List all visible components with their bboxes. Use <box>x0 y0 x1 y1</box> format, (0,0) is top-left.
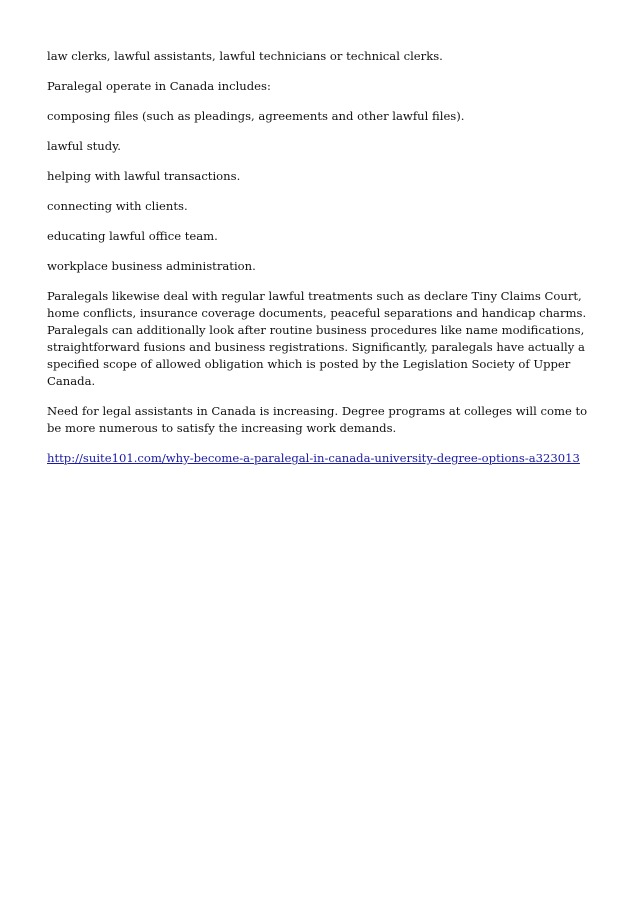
paragraph-role-list-intro: law clerks, lawful assistants, lawful technicians or technical clerks. <box>47 49 443 63</box>
document-body <box>47 48 595 480</box>
source-link-paragraph <box>47 450 595 467</box>
list-item-office-team: educating lawful office team. <box>47 229 218 243</box>
list-item-transactions: helping with lawful transactions. <box>47 169 241 183</box>
paragraph-paralegal-treatments: Paralegals likewise deal with regular lawful treatments such as declare Tiny Claims Court, home conflicts, insurance coverage documents, peaceful separations and handicap charms. Paralegals can additionally look after routine business procedures like name modifications, straightforward fusions and business registrations. Significantly, paralegals have actually a specified scope of allowed obligation which is posted by the Legislation Society of Upper Canada. <box>47 289 587 388</box>
list-item-lawful-study: lawful study. <box>47 139 121 153</box>
paragraph-work-includes: Paralegal operate in Canada includes: <box>47 79 271 93</box>
list-item-composing-files: composing files (such as pleadings, agreements and other lawful files). <box>47 109 465 123</box>
list-item-administration: workplace business administration. <box>47 259 256 273</box>
paragraph-demand: Need for legal assistants in Canada is increasing. Degree programs at colleges will come to be more numerous to satisfy the increasing work demands. <box>47 404 588 435</box>
source-link[interactable]: http://suite101.com/why-become-a-paralegal-in-canada-university-degree-options-a323013 <box>47 451 580 465</box>
list-item-clients: connecting with clients. <box>47 199 188 213</box>
